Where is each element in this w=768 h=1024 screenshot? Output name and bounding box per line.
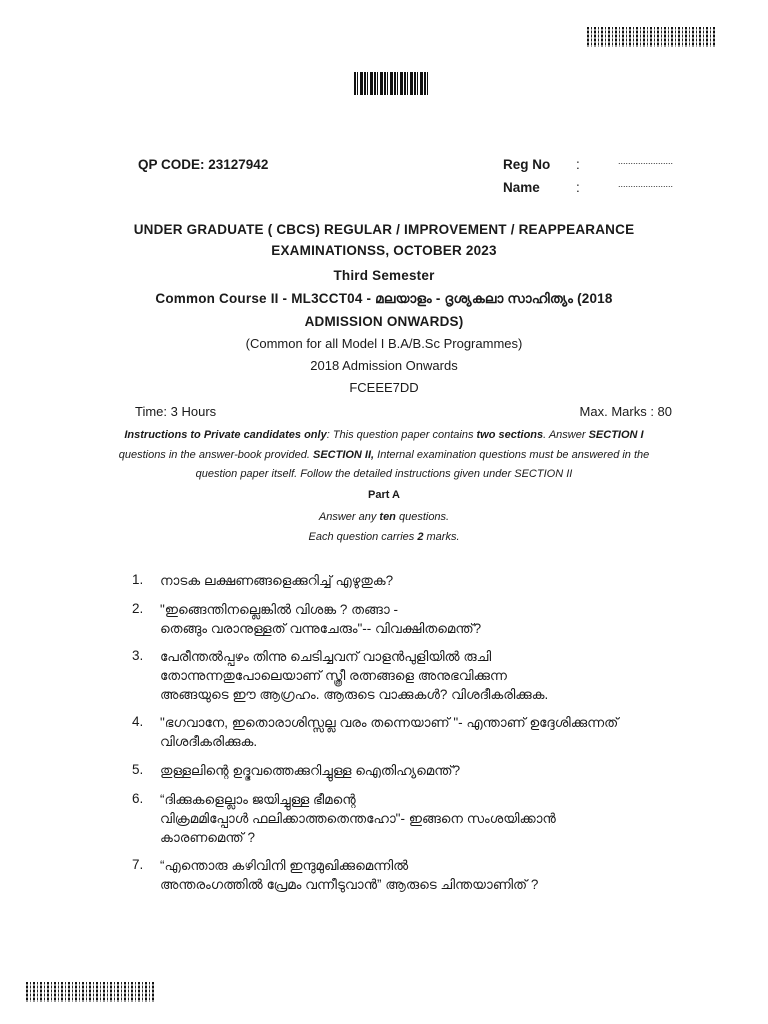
marks-instruction [0,528,768,548]
carries-num: 2 [417,531,424,543]
admission-onwards: 2018 Admission Onwards [310,358,458,373]
exam-title-line1: UNDER GRADUATE ( CBCS) REGULAR / IMPROVEMENT / REAPPEARANCE [133,222,635,237]
question-text [160,600,720,638]
carries-pre: Each question carries [308,531,418,543]
question-line: തോന്നുന്നതുപോലെയാണ് സ്ത്രീ രത്നങ്ങളെ അനുഭവിക്കുന്ന [160,668,507,683]
instructions-two-sections: two sections [476,429,544,441]
top-right-qr-code [587,27,717,47]
question-line: തെങ്ങും വരാനുള്ളത് വന്നുചേരും"-- വിവക്ഷിതമെന്ത്? [160,621,482,636]
question-number: 5. [132,762,144,777]
time-allowed: Time: 3 Hours [135,404,217,419]
course-title-line1: Common Course II - ML3CCT04 - മലയാളം - ദൃശ്യകലാ സാഹിത്യം (2018 [155,291,613,306]
question-line: വിക്രമമിപ്പോൾ ഫലിക്കാത്തതെന്തഹോ"- ഇങ്ങനെ സംശയിക്കാൻ [160,811,556,826]
reg-no-dots: ...................... [618,156,674,166]
question-number: 3. [132,648,144,663]
instructions-section1: SECTION I [588,429,644,441]
instructions-line1 [0,426,768,446]
instructions-line2 [0,446,768,466]
question-line: കാരണമെന്ത് ? [160,830,255,845]
carries-post: marks. [423,531,460,543]
common-for: (Common for all Model I B.A/B.Sc Programmes) [245,336,523,351]
course-title-line2: ADMISSION ONWARDS) [304,314,464,329]
question-line: "ഇങ്ങെന്തിനല്ലെങ്കിൽ വിശങ്ക ? തങ്ങാ - [160,602,398,617]
qp-code: QP CODE: 23127942 [138,157,269,172]
part-title: Part A [368,489,400,501]
paper-code: FCEEE7DD [349,380,419,395]
answer-pre: Answer any [318,511,380,523]
reg-no-label: Reg No [503,157,551,172]
question-line: അങ്ങയുടെ ഈ ആഗ്രഹം. ആരുടെ വാക്കുകൾ? വിശദീകരിക്കുക. [160,687,549,702]
top-barcode [354,72,430,95]
question-number: 7. [132,857,144,872]
name-colon: : [576,180,580,195]
question-text [160,571,720,590]
semester: Third Semester [333,268,435,283]
question-line: പേരീന്തൽപ്പഴം തിന്നു ചെടിച്ചവന് വാളൻപുളിയിൽ രുചി [160,649,492,664]
question-line: "ഭഗവാനേ, ഇതൊരാശിസ്സല്ല വരം തന്നെയാണ് "- എന്താണ് ഉദ്ദേശിക്കുന്നത് [160,715,619,730]
question-line: വിശദീകരിക്കുക. [160,734,258,749]
answer-post: questions. [395,511,450,523]
answer-count: ten [379,511,396,523]
instructions-lead: Instructions to Private candidates only [124,429,327,441]
question-number: 1. [132,572,144,587]
question-number: 2. [132,601,144,616]
question-text [160,856,720,894]
instructions-text3: questions in the answer-book provided. [118,449,313,461]
question-line: “എന്തൊരു കഴിവിനി ഇന്ദുമുഖിക്കുമെന്നിൽ [160,858,409,873]
question-line: നാടക ലക്ഷണങ്ങളെക്കുറിച്ച് എഴുതുക? [160,573,394,588]
max-marks: Max. Marks : 80 [579,404,672,419]
question-text [160,647,720,704]
exam-title-line2: EXAMINATIONSS, OCTOBER 2023 [271,243,497,258]
question-line: “ദിക്കുകളെല്ലാം ജയിച്ചുള്ള ഭീമന്റെ [160,792,356,807]
instructions-text1: : This question paper contains [326,429,477,441]
question-number: 4. [132,714,144,729]
answer-instruction [0,508,768,528]
instructions-section2: SECTION II, [312,449,375,461]
instructions-line3: question paper itself. Follow the detailed instructions given under SECTION II [195,468,573,480]
question-text [160,790,720,847]
question-line: അന്തരംഗത്തിൽ പ്രേമം വന്നീടുവാൻ” ആരുടെ ചിന്തയാണിത് ? [160,877,539,892]
instructions-text4: Internal examination questions must be answered in the [374,449,650,461]
question-text [160,761,720,780]
question-line: തുള്ളലിന്റെ ഉദ്ഭവത്തെക്കുറിച്ചുള്ള ഐതിഹ്യമെന്ത്? [160,763,461,778]
name-dots: ...................... [618,179,674,189]
name-label: Name [503,180,540,195]
question-number: 6. [132,791,144,806]
bottom-left-qr-code [26,982,156,1002]
reg-no-colon: : [576,157,580,172]
question-text [160,713,720,751]
instructions-text2: . Answer [543,429,589,441]
